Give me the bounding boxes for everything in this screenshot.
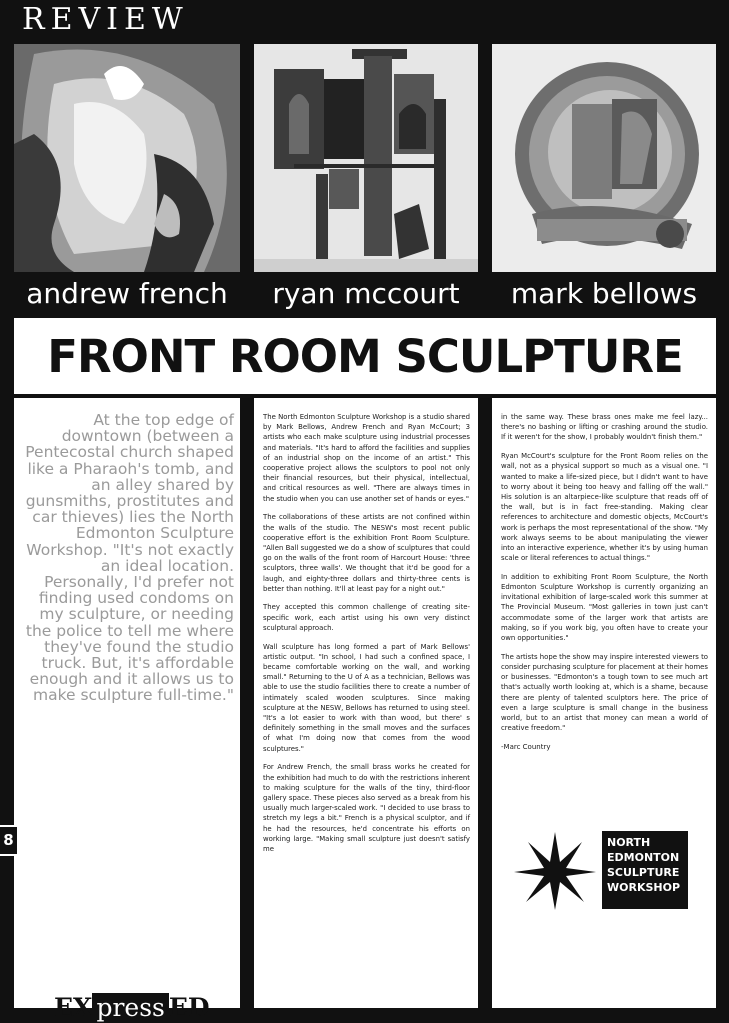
section-header: REVIEW <box>22 2 189 37</box>
paragraph: For Andrew French, the small brass works he created for the exhibition had much to do with the restrictions inherent to making sculpture for the walls of the tiny, third-floor gallery space. These pieces also served as a break from his usually much larger-scaled work. "I decided to use brass to stretch my legs a bit." French is a physical sculptor, and if he had the resources, he'd concentrate his efforts on working large. "Making small sculpture just doesn't satisfy me <box>263 763 470 853</box>
title-band <box>14 318 716 394</box>
pull-quote-column <box>14 398 240 1008</box>
paragraph: The collaborations of these artists are not confined within the walls of the studio. The NESW's most recent public cooperative effort is the exhibition Front Room Sculpture. "Allen Ball suggested we do a show of sculptures that could go on the walls of the front room of Harcourt House: 'three sculptors, three walls'. We thought that it'd be good for a laugh, and eighty-three dollars and thirty-three cents is better than nothing. It'll at least pay for a night out." <box>263 513 470 593</box>
paragraph: in the same way. These brass ones make me feel lazy... there's no bashing or lifting or crashing around the studio. If it weren't for the show, I probably wouldn't finish them." <box>501 413 708 442</box>
article-column-right <box>492 398 716 1008</box>
paragraph: Wall sculpture has long formed a part of Mark Bellows' artistic output. "In school, I had such a confined space, I became comfortable working on the wall, and working small." Returning to the U of A as a technician, Bellows was able to use the studio facilities there to create a number of intimately scaled wooden sculptures. Since making sculpture at the NESW, Bellows has returned to using steel. "It's a lot easier to work with than wood, but there' s definitely something in the small moves and the surfaces of what I'm doing now that comes from the wood sculptures." <box>263 642 470 753</box>
artist-name-mark-bellows: mark bellows <box>510 277 698 310</box>
pull-quote: At the top edge of downtown (between a Pentecostal church shaped like a Pharaoh's tomb, and an alley shared by gunsmiths, prostitutes and car thieves) lies the North Edmonton Sculpture Workshop. "It's not exactly an ideal location. Personally, I'd prefer not finding used condoms on my sculpture, or needing the police to tell me where they've found the studio truck. But, it's affordable enough and it allows us to make sculpture full-time." <box>25 411 234 705</box>
article-column-middle <box>254 398 478 1008</box>
author-signature: -Marc Country <box>501 742 551 751</box>
star-burst-icon <box>512 830 598 912</box>
paragraph: In addition to exhibiting Front Room Sculpture, the North Edmonton Sculpture Workshop is currently organizing an invitational exhibition of large-scaled work this summer at The Provincial Museum. "Most galleries in town just can't accommodate some of the larger work that artists are making, so if you work big, you often have to create your own opportunities." <box>501 572 708 643</box>
page-number: 8 <box>0 825 17 856</box>
workshop-logo <box>602 831 688 909</box>
paragraph: The artists hope the show may inspire interested viewers to consider purchasing sculpture for placement at their homes or businesses. "Edmonton's a tough town to see much art that's actually worth looking at, which is a shame, because there are plenty of talented sculptors here. The price of even a large sculpture is small change in the business world, but to an artist that money can mean a world of creative freedom." <box>501 652 708 733</box>
logo-part: ED <box>168 992 210 1022</box>
article-title: FRONT ROOM SCULPTURE <box>47 329 683 383</box>
workshop-logo-line: SCULPTURE <box>607 866 680 879</box>
paragraph: Ryan McCourt's sculpture for the Front Room relies on the wall, not as a physical support so much as a visual one. "I wanted to make a life-sized piece, but I didn't want to have to worry about it being too heavy and falling off the wall." His solution is an altarpiece-like sculpture that reads off of the wall, but is in fact free-standing. Making clear references to architecture and domestic objects, McCourt's work is perhaps the most representational of the show. "My work always seems to be about manipulating the viewer into an interactive experience, whether it's by using human scale or literal references to actual things." <box>501 452 708 563</box>
artist-name-ryan-mccourt: ryan mccourt <box>272 277 460 310</box>
expressed-logo <box>54 993 210 1021</box>
workshop-logo-line: EDMONTON <box>607 851 680 864</box>
workshop-logo-line: NORTH <box>607 836 651 849</box>
photo-andrew-french-sculpture <box>14 44 240 272</box>
paragraph: They accepted this common challenge of creating site-specific work, each artist using his own very distinct sculptural approach. <box>263 603 470 632</box>
photo-mark-bellows-sculpture <box>492 44 716 272</box>
artist-name-andrew-french: andrew french <box>26 277 228 310</box>
logo-part: press <box>92 993 168 1022</box>
workshop-logo-line: WORKSHOP <box>607 881 681 894</box>
logo-part: EX <box>54 992 93 1022</box>
photo-ryan-mccourt-sculpture <box>254 44 478 272</box>
paragraph: The North Edmonton Sculpture Workshop is a studio shared by Mark Bellows, Andrew French and Ryan McCourt; 3 artists who each make sculpture using industrial processes and materials. "It's hard to afford the facilities and supplies of an industrial shop on the income of an artist." This cooperative project allows the sculptors to pool not only their financial resources, but their physical, intellectual, and critical resources as well. "There are always times in the studio when you can use another set of hands or eyes." <box>263 413 470 503</box>
